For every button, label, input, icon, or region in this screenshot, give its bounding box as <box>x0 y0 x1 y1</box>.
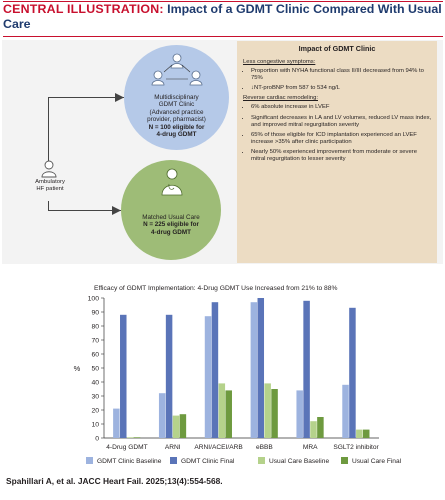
bar <box>303 301 310 438</box>
usual-care-n: N = 225 eligible for <box>143 221 199 229</box>
bar <box>363 430 370 438</box>
bar <box>317 417 324 438</box>
legend-swatch <box>86 457 93 464</box>
remodeling-item: • Significant decreases in LA and LV volumes, reduced LV mass index, and improved mitral regurgitation severity <box>251 115 433 129</box>
bar <box>180 414 187 438</box>
bar <box>173 416 180 438</box>
bar <box>310 421 317 438</box>
usual-care-text <box>121 214 221 236</box>
x-tick-label: MRA <box>302 444 318 451</box>
gdmt-clinic-line: (Advanced practice <box>149 108 204 116</box>
bar-chart <box>0 290 445 475</box>
legend-swatch <box>170 457 177 464</box>
bar <box>205 316 212 438</box>
bar <box>258 298 265 438</box>
y-tick-label: 0 <box>95 435 99 443</box>
gdmt-clinic-text <box>124 94 229 138</box>
gdmt-clinic-line: provider, pharmacist) <box>147 116 206 124</box>
congestion-list <box>243 68 433 92</box>
bar <box>212 302 219 438</box>
y-tick-label: 80 <box>91 323 99 331</box>
legend-label: GDMT Clinic Final <box>181 458 235 465</box>
patient-icon <box>40 160 58 178</box>
bar <box>120 315 127 438</box>
impact-section-congestion: Less congestive symptoms: <box>243 59 316 65</box>
y-tick-label: 100 <box>87 295 99 303</box>
y-tick-label: 40 <box>91 379 99 387</box>
bar <box>113 409 120 438</box>
gdmt-clinic-n: N = 100 eligible for <box>148 123 205 131</box>
gdmt-clinic-n: 4-drug GDMT <box>156 131 197 139</box>
chart-title: Efficacy of GDMT Implementation: 4-Drug GDMT Use Increased from 21% to 88% <box>94 285 338 292</box>
x-tick-label: ARNI <box>164 444 181 451</box>
y-tick-label: 10 <box>91 421 99 429</box>
citation: Spahillari A, et al. JACC Heart Fail. 2025;13(4):554-568. <box>6 476 223 486</box>
legend-swatch <box>258 457 265 464</box>
patient-label: Ambulatory HF patient <box>35 179 65 192</box>
title-rule <box>3 36 443 37</box>
impact-section-remodeling: Reverse cardiac remodeling: <box>243 95 318 102</box>
remodeling-item: • 65% of those eligible for ICD implantation experienced an LVEF increase >35% after clinic participation <box>251 132 433 146</box>
bar <box>251 302 258 438</box>
connector-to-gdmt <box>48 97 124 98</box>
y-tick-label: 70 <box>91 337 99 345</box>
gdmt-clinic-line: Multidisciplinary <box>154 94 199 101</box>
bar <box>159 393 166 438</box>
y-tick-label: 50 <box>91 365 99 373</box>
remodeling-item: • Nearly 50% experienced improvement from moderate or severe mitral regurgitation to lesser severity <box>251 149 433 163</box>
impact-title: Impact of GDMT Clinic <box>298 44 376 53</box>
top-rule <box>3 1 443 2</box>
impact-text <box>243 57 433 166</box>
x-tick-label: eBBB <box>255 444 273 451</box>
physician-icon <box>160 168 184 196</box>
x-tick-label: SGLT2 inhibitor <box>333 444 379 451</box>
bar <box>166 315 173 438</box>
congestion-item: • Proportion with NYHA functional class II/III decreased from 94% to 75% <box>251 68 433 82</box>
gdmt-clinic-line: GDMT Clinic <box>158 101 195 109</box>
care-team-icon <box>150 52 204 88</box>
bar <box>134 437 141 438</box>
connector-to-usual <box>48 210 121 211</box>
bar <box>356 430 363 438</box>
y-tick-label: 30 <box>91 393 99 401</box>
bar <box>271 389 278 438</box>
bar <box>127 437 133 438</box>
bar <box>225 390 232 438</box>
usual-care-line: Matched Usual Care <box>142 214 200 221</box>
y-tick-label: 20 <box>91 407 99 415</box>
bar <box>349 308 356 438</box>
legend-label: Usual Care Baseline <box>269 458 330 465</box>
usual-care-n: 4-drug GDMT <box>151 228 191 236</box>
x-tick-label: 4-Drug GDMT <box>106 444 148 451</box>
y-tick-label: 60 <box>91 351 99 359</box>
y-axis-label: % <box>73 364 81 373</box>
bar <box>219 383 226 438</box>
remodeling-item: • 6% absolute increase in LVEF <box>251 104 433 111</box>
bar <box>296 390 303 438</box>
congestion-item: • ↓NT-proBNP from 587 to 534 ng/L <box>251 85 433 92</box>
remodeling-list <box>243 104 433 163</box>
illustration-title-lead: CENTRAL ILLUSTRATION: <box>3 2 164 16</box>
legend-label: GDMT Clinic Baseline <box>97 458 162 465</box>
legend-swatch <box>341 457 348 464</box>
connector-up-line <box>48 97 49 168</box>
bar <box>264 383 271 438</box>
illustration-title-text: Impact of a GDMT Clinic Compared With Usual Care <box>3 2 442 31</box>
x-tick-label: ARNI/ACEI/ARB <box>194 444 243 451</box>
legend-label: Usual Care Final <box>352 458 402 465</box>
illustration-title <box>3 2 443 32</box>
y-tick-label: 90 <box>91 309 99 317</box>
bar <box>342 385 349 438</box>
